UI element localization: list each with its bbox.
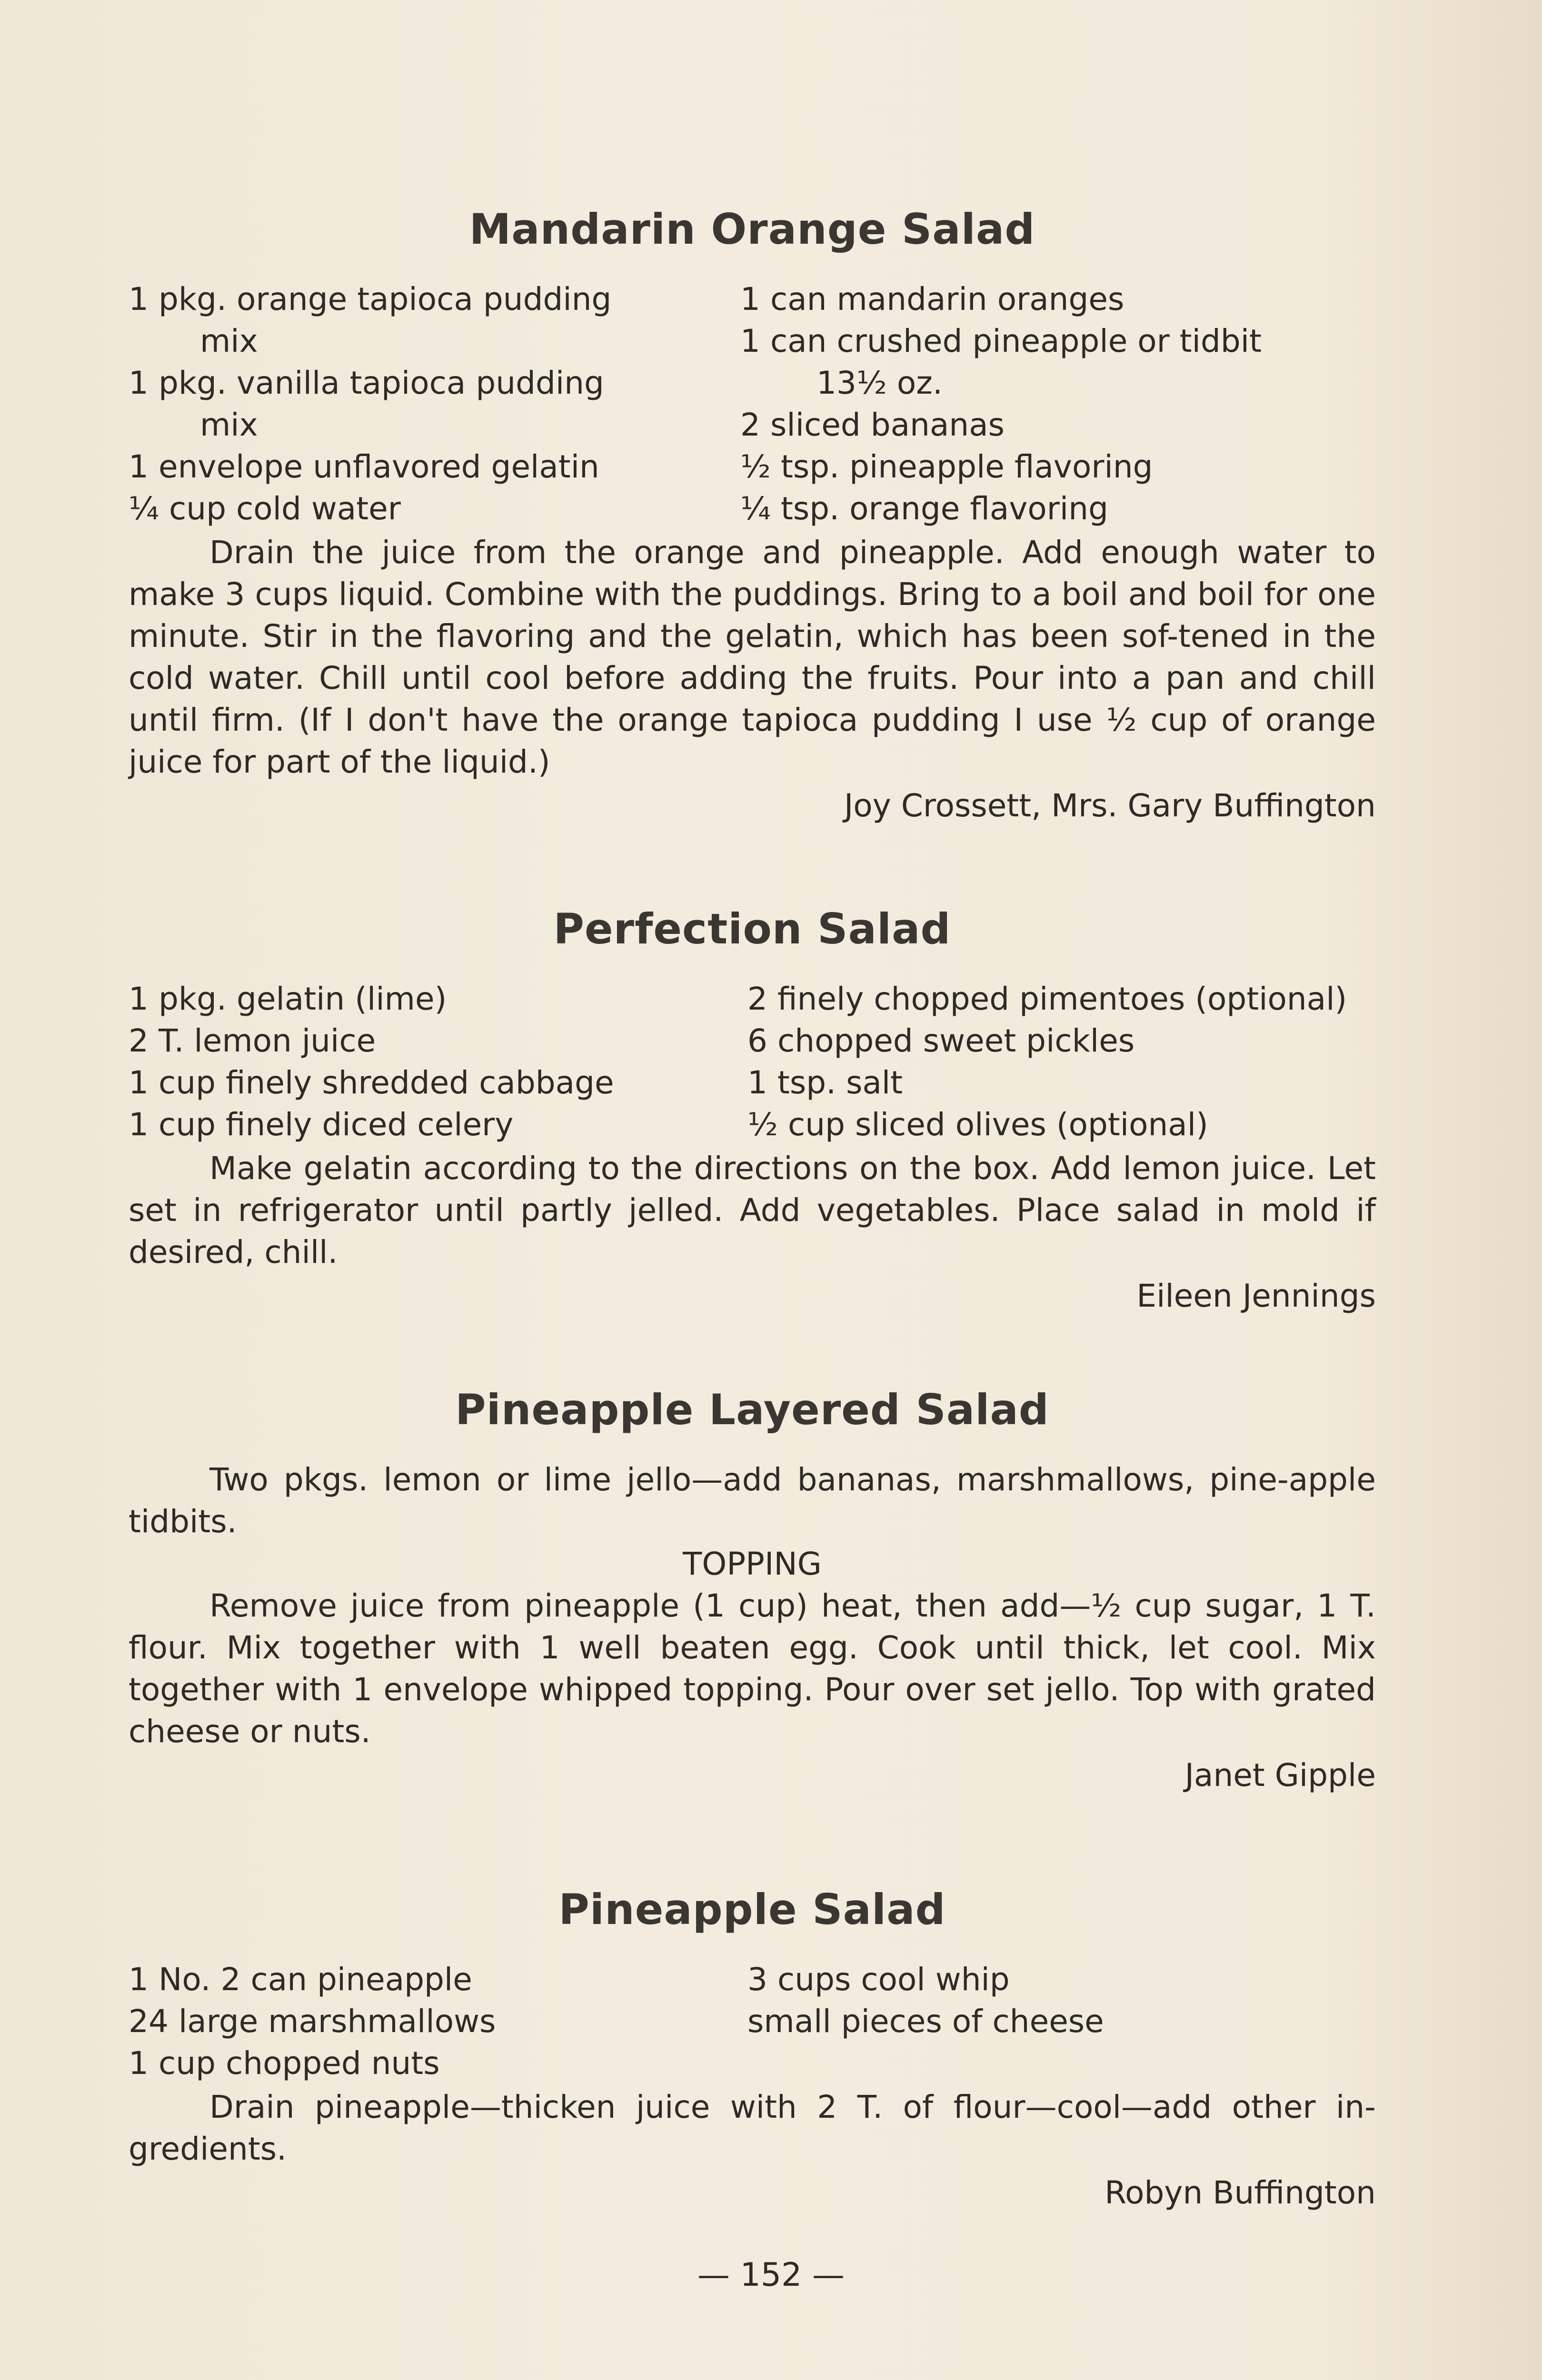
ingredient: small pieces of cheese [747,2003,1104,2040]
ingredient: ¼ tsp. orange flavoring [740,490,1108,527]
ingredient: 6 chopped sweet pickles [747,1022,1135,1059]
recipe-mandarin-orange-salad [129,205,1376,827]
ingredient: 1 cup finely shredded cabbage [129,1064,614,1101]
ingredient: 1 No. 2 can pineapple [129,1961,472,1998]
recipe-author: Robyn Buffington [1104,2174,1376,2211]
ingredients-left [129,978,747,1146]
ingredient: 24 large marshmallows [129,2003,496,2040]
ingredient: ¼ cup cold water [129,490,401,527]
recipe-pineapple-layered-salad [129,1385,1376,1796]
recipe-title: Pineapple Salad [558,1885,946,1934]
ingredient: 1 pkg. gelatin (lime) [129,981,447,1017]
ingredient: 2 sliced bananas [740,407,1005,443]
recipe-intro: Two pkgs. lemon or lime jello—add bananas, marshmallows, pine-apple tidbits. [129,1461,1376,1540]
recipe-perfection-salad [129,904,1376,1317]
recipe-pineapple-salad [129,1885,1376,2214]
ingredient: 2 T. lemon juice [129,1022,376,1059]
ingredient-list [129,978,1376,1146]
ingredient: 1 pkg. vanilla tapioca pudding [129,365,604,401]
ingredient-list [129,278,1376,530]
ingredient: 1 can mandarin oranges [740,281,1124,317]
recipe-author: Joy Crossett, Mrs. Gary Buffington [844,787,1376,824]
ingredient: ½ cup sliced olives (optional) [747,1106,1208,1143]
ingredients-left [129,278,740,530]
recipe-title: Perfection Salad [553,904,951,953]
recipe-title: Mandarin Orange Salad [469,205,1035,254]
ingredient: mix [200,323,258,359]
recipe-instructions: Make gelatin according to the directions on the box. Add lemon juice. Let set in refrigerator until partly jelled. Add vegetables. Place salad in mold if desired, chill. [129,1150,1376,1270]
page-number: — 152 — [697,2256,845,2294]
recipe-author: Janet Gipple [1184,1757,1376,1794]
ingredient: 13½ oz. [816,365,943,401]
ingredient: 1 pkg. orange tapioca pudding [129,281,612,317]
ingredient: mix [200,407,258,443]
ingredient: ½ tsp. pineapple flavoring [740,448,1153,485]
ingredient: 1 cup finely diced celery [129,1106,514,1143]
recipe-instructions: Drain the juice from the orange and pineapple. Add enough water to make 3 cups liquid. Combine with the puddings. Bring to a boil and boil for one minute. Stir in the flavoring and the gelatin, which has been sof-tened in the cold water. Chill until cool before adding the fruits. Pour into a pan and chill until firm. (If I don't have the orange tapioca pudding I use ½ cup of orange juice for part of the liquid.) [129,534,1376,780]
ingredients-left [129,1959,747,2084]
recipe-instructions: Drain pineapple—thicken juice with 2 T. of flour—cool—add other in-gredients. [129,2089,1376,2167]
ingredients-right [747,1959,1104,2084]
ingredient: 1 can crushed pineapple or tidbit [740,323,1262,359]
ingredient: 1 tsp. salt [747,1064,903,1101]
recipe-instructions: Remove juice from pineapple (1 cup) heat, then add—½ cup sugar, 1 T. flour. Mix together with 1 well beaten egg. Cook until thick, let cool. Mix together with 1 envelope whipped topping. Pour over set jello. Top with grated cheese or nuts. [129,1587,1376,1750]
recipe-author: Eileen Jennings [1136,1278,1376,1314]
ingredients-right [747,978,1347,1146]
topping-subheading: TOPPING [683,1546,822,1582]
ingredient: 1 envelope unflavored gelatin [129,448,599,485]
ingredient: 2 finely chopped pimentoes (optional) [747,981,1347,1017]
ingredient-list [129,1959,1376,2084]
recipe-title: Pineapple Layered Salad [455,1385,1049,1434]
ingredient: 3 cups cool whip [747,1961,1010,1998]
ingredients-right [740,278,1262,530]
ingredient: 1 cup chopped nuts [129,2045,440,2082]
